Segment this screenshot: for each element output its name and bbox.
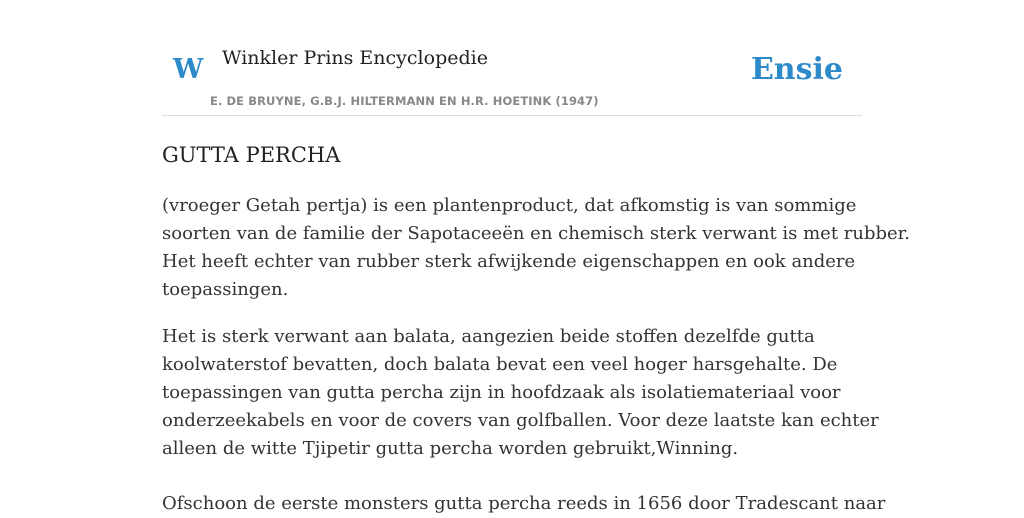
paragraph-line: Ofschoon de eerste monsters gutta percha reeds in 1656 door Tradescant naar <box>162 493 886 514</box>
paragraph-line: Het is sterk verwant aan balata, aangezien beide stoffen dezelfde gutta <box>162 326 815 347</box>
entry-paragraph-2 <box>162 323 879 463</box>
entry-paragraph-1 <box>162 192 911 304</box>
paragraph-line: toepassingen. <box>162 279 289 300</box>
paragraph-line: onderzeekabels en voor de covers van golfballen. Voor deze laatste kan echter <box>162 410 879 431</box>
paragraph-line: (vroeger Getah pertja) is een plantenproduct, dat afkomstig is van sommige <box>162 195 857 216</box>
paragraph-line: koolwaterstof bevatten, doch balata bevat een veel hoger harsgehalte. De <box>162 354 838 375</box>
paragraph-line: soorten van de familie der Sapotaceeën en chemisch sterk verwant is met rubber. <box>162 223 911 244</box>
ensie-logo[interactable]: Ensie <box>750 52 843 87</box>
paragraph-line: alleen de witte Tjipetir gutta percha worden gebruikt,Winning. <box>162 438 739 459</box>
book-title[interactable]: Winkler Prins Encyclopedie <box>222 47 488 69</box>
article-page <box>162 0 911 514</box>
page-header <box>162 0 862 116</box>
paragraph-line: toepassingen van gutta percha zijn in hoofdzaak als isolatiemateriaal voor <box>162 382 841 403</box>
entry-paragraph-3 <box>162 490 886 518</box>
book-authors: E. DE BRUYNE, G.B.J. HILTERMANN EN H.R. HOETINK (1947) <box>210 94 599 108</box>
encyclopedia-logo[interactable]: W <box>173 54 204 85</box>
entry-title: GUTTA PERCHA <box>162 143 341 167</box>
paragraph-line: Het heeft echter van rubber sterk afwijkende eigenschappen en ook andere <box>162 251 856 272</box>
